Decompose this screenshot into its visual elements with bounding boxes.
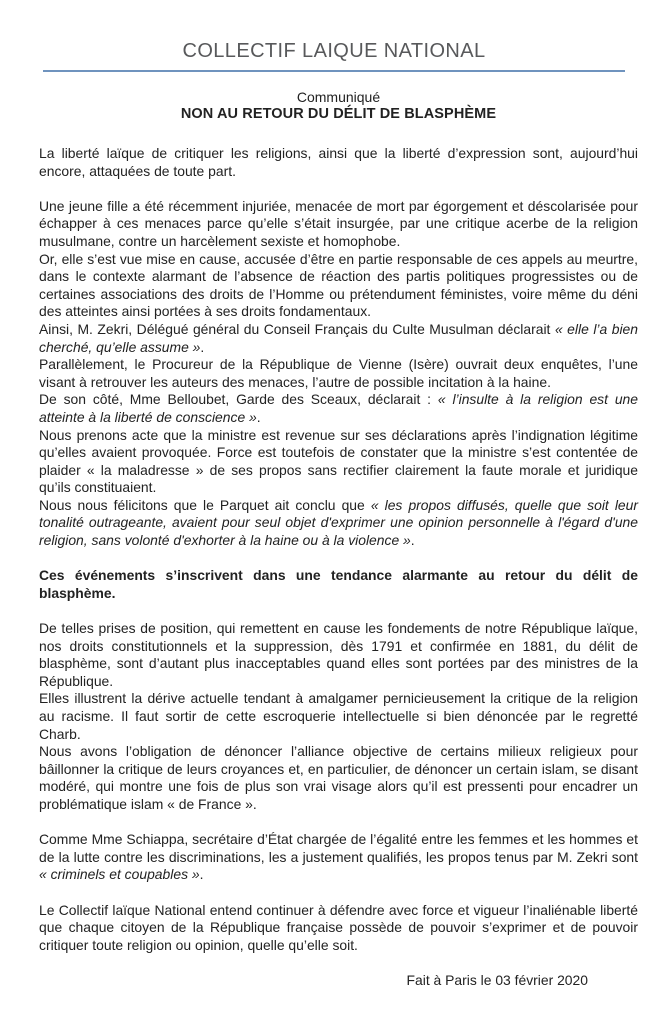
paragraph <box>39 427 638 497</box>
paragraph <box>39 902 638 955</box>
quoted-text: « l’insulte à la religion est une atteinte à la liberté de conscience » <box>39 391 638 425</box>
text-segment: De son côté, Mme Belloubet, Garde des Sceaux, déclarait : <box>39 391 438 408</box>
paragraph <box>39 831 638 884</box>
document-body <box>39 145 638 954</box>
header-block <box>43 40 625 72</box>
paragraph <box>39 356 638 391</box>
text-segment: . <box>200 338 205 355</box>
quoted-text: « elle l’a bien cherché, qu’elle assume » <box>39 320 639 355</box>
document-heading: NON AU RETOUR DU DÉLIT DE BLASPHÈME <box>180 106 497 122</box>
paragraph <box>39 198 638 251</box>
dateline: Fait à Paris le 03 février 2020 <box>406 971 588 988</box>
text-segment: Elles illustrent la dérive actuelle tendant à amalgamer pernicieusement la critique de la religion au racisme. Il faut sortir de cette escroquerie intellectuelle si bien dénoncée par le regretté Charb. <box>39 690 638 742</box>
text-segment: Le Collectif laïque National entend continuer à défendre avec force et vigueur l’inaliénable liberté que chaque citoyen de la République française possède de pouvoir s’exprimer et de pouvoir critiquer toute religion ou opinion, quelle qu’elle soit. <box>39 901 638 953</box>
text-segment: Parallèlement, le Procureur de la République de Vienne (Isère) ouvrait deux enquêtes, l’une visant à retrouver les auteurs des menaces, l’autre de possible incitation à la haine. <box>39 356 638 390</box>
paragraph <box>39 743 638 813</box>
text-segment: . <box>256 408 261 425</box>
text-segment: . <box>199 866 204 883</box>
text-segment: Une jeune fille a été récemment injuriée, menacée de mort par égorgement et déscolarisée pour échapper à ces menaces parce qu’elle s’était insurgée, par une critique acerbe de la religion musulmane, contre un harcèlement sexiste et homophobe. <box>39 197 638 249</box>
paragraph <box>39 251 638 321</box>
text-segment: . <box>410 532 415 549</box>
text-segment: Comme Mme Schiappa, secrétaire d’État chargée de l’égalité entre les femmes et les hommes et de la lutte contre les discriminations, les a justement qualifiés, les propos tenus par M. Zekri sont <box>39 831 638 865</box>
text-segment: Ainsi, M. Zekri, Délégué général du Conseil Français du Culte Musulman déclarait <box>39 320 555 337</box>
paragraph <box>39 567 638 602</box>
paragraph <box>39 145 638 180</box>
text-segment: La liberté laïque de critiquer les religions, ainsi que la liberté d’expression sont, aujourd’hui encore, attaquées de toute part. <box>39 145 638 179</box>
paragraph <box>39 497 638 550</box>
communique-label: Communiqué <box>296 89 381 105</box>
text-segment: Nous prenons acte que la ministre est revenue sur ses déclarations après l’indignation légitime qu’elles avaient provoquée. Force est toutefois de constater que la ministre s’est contentée de plaider « la maladresse » de ses propos sans rectifier clairement la faute morale et juridique qu’ils constituaient. <box>39 426 638 496</box>
text-segment: De telles prises de position, qui remettent en cause les fondements de notre République laïque, nos droits constitutionnels et la suppression, dès 1791 et confirmée en 1881, du délit de blasphème, sont d’autant plus inacceptables quand elles sont portées par des ministres de la République. <box>39 620 638 689</box>
text-segment: Nous nous félicitons que le Parquet ait conclu que <box>39 496 371 513</box>
paragraph <box>39 321 638 356</box>
paragraph <box>39 690 638 743</box>
text-segment: Ces événements s’inscrivent dans une tendance alarmante au retour du délit de blasphème. <box>39 567 638 601</box>
paragraph <box>39 620 638 690</box>
text-segment: Or, elle s’est vue mise en cause, accusée d’être en partie responsable de ces appels au meurtre, dans le contexte alarmant de l’absence de réaction des partis politiques progressistes ou de certaines associations des droits de l’Homme ou prétendument féministes, voire même du déni des atteintes ainsi portées à ses droits fondamentaux. <box>39 250 638 320</box>
quoted-text: « criminels et coupables » <box>39 866 200 883</box>
paragraph <box>39 391 638 426</box>
organization-title: COLLECTIF LAIQUE NATIONAL <box>182 40 486 62</box>
quoted-text: « les propos diffusés, quelle que soit leur tonalité outrageante, avaient pour seul objet d'exprimer une opinion personnelle à l'égard d'une religion, sans volonté d'exhorter à la haine ou à la violence » <box>39 496 638 549</box>
text-segment: Nous avons l’obligation de dénoncer l’alliance objective de certains milieux religieux pour bâillonner la critique de leurs croyances et, en particulier, de dénoncer un certain islam, se disant modéré, qui montre une fois de plus son vrai visage alors qu’il est pressenti pour encadrer un problématique islam « de France ». <box>39 743 638 812</box>
